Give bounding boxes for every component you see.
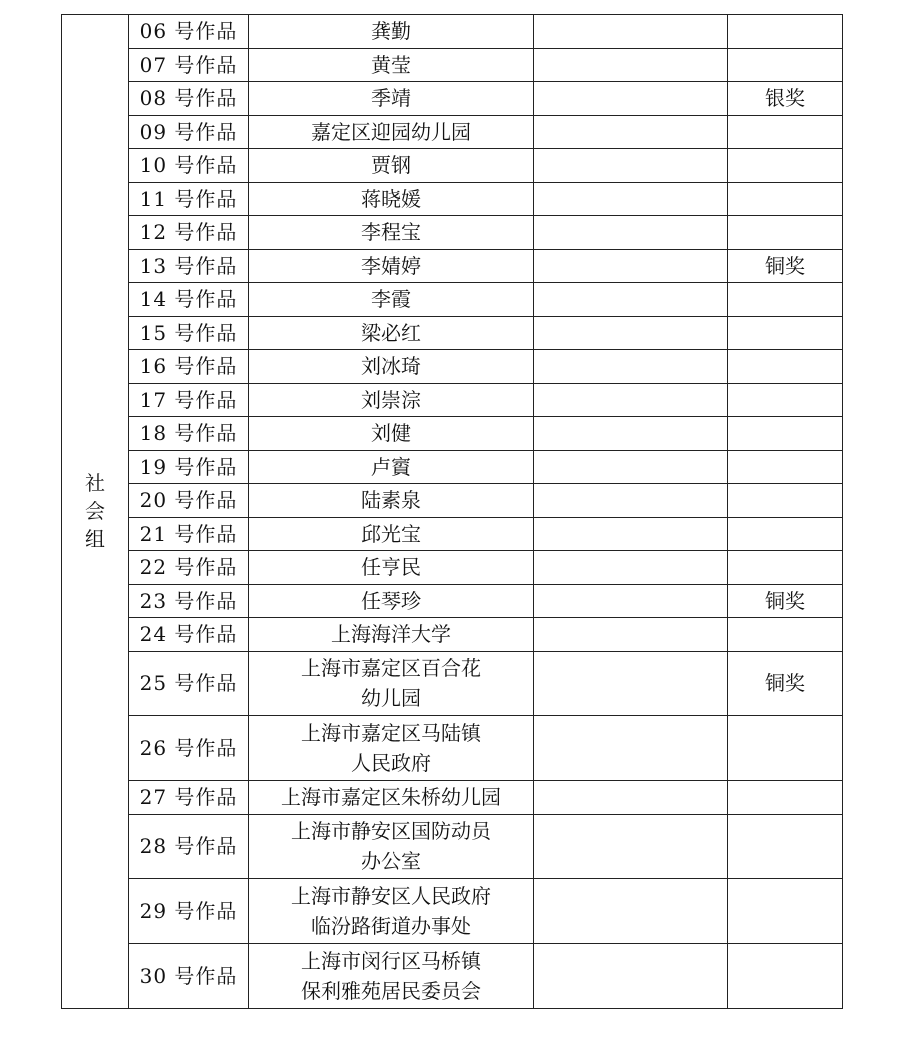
award-cell: [728, 716, 843, 781]
award-cell: 铜奖: [728, 249, 843, 283]
table-row: [62, 216, 843, 250]
work-number: 19 号作品: [129, 450, 249, 484]
blank-cell: [534, 249, 728, 283]
author-name-line: 李婧婷: [361, 253, 421, 278]
table-row: [62, 814, 843, 879]
group-label-char: 社: [85, 471, 105, 496]
table-row: [62, 781, 843, 815]
author-name: [249, 551, 534, 585]
table-row: [62, 48, 843, 82]
table-row: [62, 716, 843, 781]
table-row: [62, 944, 843, 1009]
award-cell: [728, 383, 843, 417]
author-name: [249, 350, 534, 384]
award-cell: [728, 182, 843, 216]
author-name: [249, 115, 534, 149]
blank-cell: [534, 383, 728, 417]
award-cell: [728, 115, 843, 149]
blank-cell: [534, 149, 728, 183]
table-row: [62, 618, 843, 652]
work-number: 23 号作品: [129, 584, 249, 618]
table-row: [62, 15, 843, 49]
table-row: [62, 149, 843, 183]
table-row: [62, 551, 843, 585]
author-name-line: 临汾路街道办事处: [311, 914, 471, 939]
blank-cell: [534, 216, 728, 250]
author-name-line: 李程宝: [361, 220, 421, 245]
author-name: [249, 383, 534, 417]
author-name: [249, 716, 534, 781]
award-cell: [728, 814, 843, 879]
author-name-line: 上海市静安区人民政府: [291, 884, 491, 909]
award-cell: 铜奖: [728, 584, 843, 618]
award-table-body: [62, 15, 843, 1009]
author-name: [249, 283, 534, 317]
author-name-line: 李霞: [371, 287, 411, 312]
blank-cell: [534, 484, 728, 518]
table-row: [62, 450, 843, 484]
work-number: 18 号作品: [129, 417, 249, 451]
group-label-char: 组: [85, 527, 105, 552]
blank-cell: [534, 716, 728, 781]
author-name-line: 季靖: [371, 86, 411, 111]
work-number: 16 号作品: [129, 350, 249, 384]
author-name: [249, 149, 534, 183]
author-name: [249, 618, 534, 652]
author-name-line: 刘健: [371, 421, 411, 446]
group-label-char: 会: [85, 499, 105, 524]
award-cell: [728, 517, 843, 551]
work-number: 21 号作品: [129, 517, 249, 551]
author-name: [249, 944, 534, 1009]
award-cell: [728, 618, 843, 652]
award-cell: [728, 781, 843, 815]
table-row: [62, 249, 843, 283]
author-name: [249, 781, 534, 815]
author-name-line: 卢賨: [371, 454, 411, 479]
work-number: 14 号作品: [129, 283, 249, 317]
author-name-line: 上海市静安区国防动员: [291, 819, 491, 844]
author-name-line: 嘉定区迎园幼儿园: [311, 119, 471, 144]
work-number: 09 号作品: [129, 115, 249, 149]
author-name-line: 梁必红: [361, 320, 421, 345]
author-name-line: 陆素泉: [361, 488, 421, 513]
blank-cell: [534, 517, 728, 551]
author-name: [249, 651, 534, 716]
author-name-line: 黄莹: [371, 52, 411, 77]
award-cell: [728, 216, 843, 250]
award-cell: [728, 551, 843, 585]
author-name: [249, 249, 534, 283]
author-name-line: 邱光宝: [361, 521, 421, 546]
author-name: [249, 417, 534, 451]
award-cell: [728, 450, 843, 484]
blank-cell: [534, 417, 728, 451]
work-number: 27 号作品: [129, 781, 249, 815]
award-cell: 银奖: [728, 82, 843, 116]
blank-cell: [534, 283, 728, 317]
author-name-line: 上海市嘉定区百合花: [301, 656, 481, 681]
award-cell: [728, 149, 843, 183]
work-number: 11 号作品: [129, 182, 249, 216]
author-name: [249, 15, 534, 49]
blank-cell: [534, 450, 728, 484]
author-name: [249, 82, 534, 116]
author-name-line: 刘崇淙: [361, 387, 421, 412]
work-number: 24 号作品: [129, 618, 249, 652]
table-row: [62, 82, 843, 116]
blank-cell: [534, 879, 728, 944]
author-name: [249, 316, 534, 350]
author-name: [249, 484, 534, 518]
author-name-line: 保利雅苑居民委员会: [301, 979, 481, 1004]
blank-cell: [534, 814, 728, 879]
work-number: 15 号作品: [129, 316, 249, 350]
table-row: [62, 316, 843, 350]
author-name-line: 办公室: [361, 849, 421, 874]
award-cell: [728, 484, 843, 518]
author-name: [249, 584, 534, 618]
award-cell: [728, 417, 843, 451]
author-name: [249, 450, 534, 484]
award-table: [61, 14, 843, 1009]
author-name-line: 幼儿园: [361, 686, 421, 711]
award-cell: [728, 15, 843, 49]
author-name-line: 刘冰琦: [361, 354, 421, 379]
author-name: [249, 216, 534, 250]
award-cell: [728, 283, 843, 317]
work-number: 29 号作品: [129, 879, 249, 944]
work-number: 26 号作品: [129, 716, 249, 781]
work-number: 10 号作品: [129, 149, 249, 183]
table-row: [62, 115, 843, 149]
work-number: 22 号作品: [129, 551, 249, 585]
author-name-line: 上海市闵行区马桥镇: [301, 949, 481, 974]
blank-cell: [534, 48, 728, 82]
author-name: [249, 879, 534, 944]
blank-cell: [534, 316, 728, 350]
author-name-line: 任亨民: [361, 555, 421, 580]
author-name: [249, 182, 534, 216]
work-number: 13 号作品: [129, 249, 249, 283]
blank-cell: [534, 115, 728, 149]
work-number: 20 号作品: [129, 484, 249, 518]
blank-cell: [534, 182, 728, 216]
work-number: 08 号作品: [129, 82, 249, 116]
author-name-line: 上海海洋大学: [331, 622, 451, 647]
blank-cell: [534, 781, 728, 815]
table-row: [62, 484, 843, 518]
table-row: [62, 879, 843, 944]
table-row: [62, 283, 843, 317]
award-cell: [728, 350, 843, 384]
award-cell: 铜奖: [728, 651, 843, 716]
work-number: 28 号作品: [129, 814, 249, 879]
table-row: [62, 350, 843, 384]
award-cell: [728, 944, 843, 1009]
blank-cell: [534, 618, 728, 652]
blank-cell: [534, 651, 728, 716]
blank-cell: [534, 350, 728, 384]
award-cell: [728, 316, 843, 350]
work-number: 25 号作品: [129, 651, 249, 716]
blank-cell: [534, 551, 728, 585]
work-number: 06 号作品: [129, 15, 249, 49]
blank-cell: [534, 584, 728, 618]
group-label: [62, 15, 129, 1009]
author-name-line: 蒋晓媛: [361, 186, 421, 211]
award-cell: [728, 879, 843, 944]
blank-cell: [534, 82, 728, 116]
table-row: [62, 417, 843, 451]
author-name: [249, 814, 534, 879]
author-name-line: 人民政府: [351, 751, 431, 776]
author-name: [249, 48, 534, 82]
table-row: [62, 383, 843, 417]
award-cell: [728, 48, 843, 82]
blank-cell: [534, 944, 728, 1009]
author-name-line: 龚勤: [371, 19, 411, 44]
author-name-line: 上海市嘉定区马陆镇: [301, 721, 481, 746]
author-name-line: 任琴珍: [361, 588, 421, 613]
work-number: 07 号作品: [129, 48, 249, 82]
author-name-line: 贾钢: [371, 153, 411, 178]
work-number: 30 号作品: [129, 944, 249, 1009]
table-row: [62, 651, 843, 716]
table-row: [62, 584, 843, 618]
work-number: 17 号作品: [129, 383, 249, 417]
table-row: [62, 517, 843, 551]
blank-cell: [534, 15, 728, 49]
author-name-line: 上海市嘉定区朱桥幼儿园: [281, 785, 501, 810]
table-row: [62, 182, 843, 216]
work-number: 12 号作品: [129, 216, 249, 250]
author-name: [249, 517, 534, 551]
